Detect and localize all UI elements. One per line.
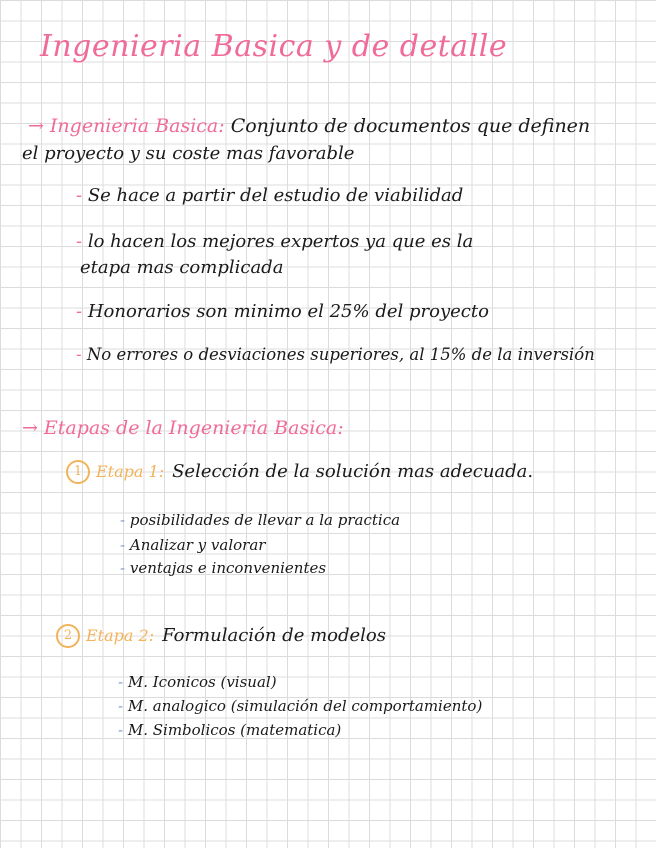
list-item bbox=[120, 537, 265, 554]
arrow-icon: → bbox=[28, 115, 44, 137]
etapa-2-heading bbox=[56, 624, 386, 648]
list-item-text: Honorarios son minimo el 25% del proyecto bbox=[87, 301, 489, 322]
list-item bbox=[118, 722, 341, 739]
section-etapas-heading bbox=[22, 418, 344, 439]
dash-icon: - bbox=[118, 721, 124, 739]
number-circle-icon: 1 bbox=[66, 460, 90, 484]
list-item bbox=[118, 674, 277, 691]
dash-icon: - bbox=[120, 511, 126, 529]
arrow-icon: → bbox=[22, 417, 38, 439]
etapa-label: Etapa 2: bbox=[86, 626, 155, 645]
list-item bbox=[76, 232, 473, 252]
page-title: Ingenieria Basica y de detalle bbox=[40, 29, 508, 64]
list-item-text: ventajas e inconvenientes bbox=[129, 559, 327, 577]
section-ingenieria-basica-heading bbox=[28, 116, 590, 137]
list-item-text: M. Iconicos (visual) bbox=[127, 673, 277, 691]
section-label: Etapas de la Ingenieria Basica: bbox=[43, 417, 344, 439]
dash-icon: - bbox=[120, 559, 126, 577]
list-item bbox=[76, 302, 489, 322]
dash-icon: - bbox=[76, 231, 83, 252]
list-item-text: M. analogico (simulación del comportamiento) bbox=[127, 697, 483, 715]
list-item bbox=[120, 512, 400, 529]
list-item-text: Analizar y valorar bbox=[129, 536, 266, 554]
list-item-text: Se hace a partir del estudio de viabilidad bbox=[87, 185, 464, 206]
list-item-continuation: etapa mas complicada bbox=[80, 257, 284, 278]
list-item-text: lo hacen los mejores expertos ya que es la bbox=[87, 231, 474, 252]
list-item-text: posibilidades de llevar a la practica bbox=[129, 511, 401, 529]
list-item bbox=[120, 560, 326, 577]
dash-icon: - bbox=[118, 673, 124, 691]
list-item bbox=[76, 346, 595, 364]
etapa-text: Formulación de modelos bbox=[162, 625, 386, 646]
list-item-text: No errores o desviaciones superiores, al 15% de la inversión bbox=[86, 345, 595, 364]
section-label: Ingenieria Basica: bbox=[49, 115, 225, 137]
list-item bbox=[118, 698, 482, 715]
list-item-text: M. Simbolicos (matematica) bbox=[127, 721, 342, 739]
definition-text: Conjunto de documentos que definen bbox=[230, 115, 591, 137]
number-circle-icon: 2 bbox=[56, 624, 80, 648]
etapa-text: Selección de la solución mas adecuada. bbox=[172, 461, 534, 482]
dash-icon: - bbox=[76, 345, 82, 364]
etapa-1-heading bbox=[66, 460, 533, 484]
dash-icon: - bbox=[76, 185, 83, 206]
etapa-label: Etapa 1: bbox=[96, 462, 165, 481]
list-item bbox=[76, 186, 463, 206]
dash-icon: - bbox=[118, 697, 124, 715]
dash-icon: - bbox=[76, 301, 83, 322]
dash-icon: - bbox=[120, 536, 126, 554]
definition-continuation: el proyecto y su coste mas favorable bbox=[22, 143, 355, 164]
